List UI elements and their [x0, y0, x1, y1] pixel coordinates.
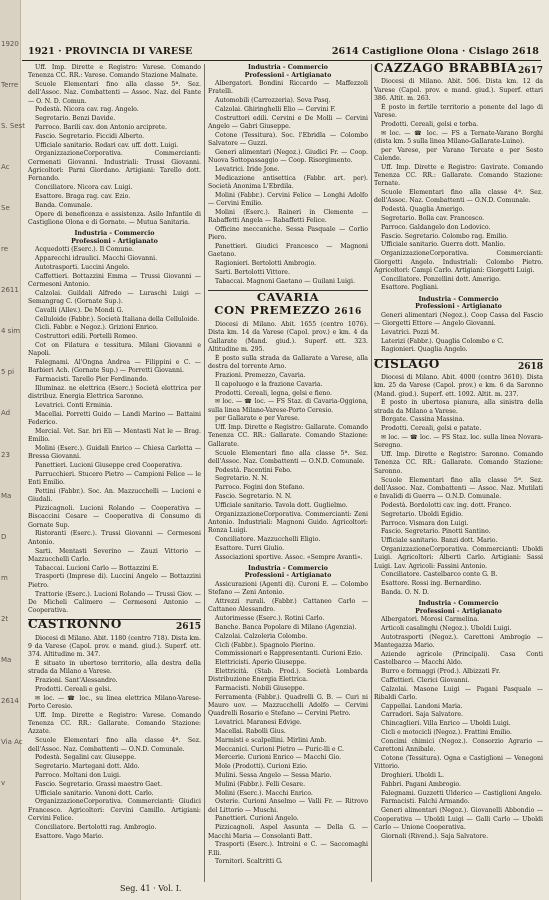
entry: Ferramenta (Fabbr.). Quadrelli G. B. — Curi ni Mauro uov. — Mazzucchelli Adolfo — Cervini Quadrelli Rosario e Stefano — Cervini Pietro.	[208, 693, 368, 718]
entry: Banche. Banca Popolare di Milano (Agenzia).	[215, 623, 357, 631]
entry: Calzolai. Ghiringhelli Elio — Cervini F.	[215, 105, 336, 113]
business-list	[28, 246, 201, 615]
entry: Opere di beneficenza e assistenza. Asilo Infantile di Castiglione Olona e di Gornate. — Mutua Sanitaria.	[28, 210, 201, 226]
entry: Uff. Imp. Dirette e Registro: Varese. Comando Tenenza CC. RR.: Gallarate. Comando Stazione: Azzate.	[28, 711, 201, 736]
entry: Pizzicagnoli. Lucioni Rolando — Cooperativa — Biscaccini Cesare — Cooperativa di Consumo di Gornate Sup.	[28, 505, 201, 529]
entry: Podestà. Segalini cav. Giuseppe.	[35, 754, 137, 762]
entry: Trasporti (Imprese di). Luccini Angelo — Bottazzini Pietro.	[28, 573, 201, 589]
entry: Parroco. Fogini don Stefano.	[215, 484, 305, 492]
edge-fragment: Via Ac	[1, 737, 23, 746]
entry: Panettieri. Curioni Angelo.	[215, 815, 299, 823]
entry: Borgate. Cassina Massina.	[381, 416, 465, 424]
entry: Sarti. Bertolotti Vittore.	[215, 269, 290, 277]
town-name: CISLAGO	[374, 356, 440, 371]
edge-fragment: D	[1, 532, 7, 541]
entry: Celluloide (Fabbr.). Società Italiana della Celluloide.	[35, 315, 200, 323]
edge-fragment: Ac	[1, 163, 10, 172]
entry: Diocesi di Milano. Abit. 506. Dista km. 12 da Varese (Capol. prov. e mand. giud.). Superf. ettari 386. Altit. m. 263.	[374, 78, 543, 102]
entry: Parroco. Moltani don Luigi.	[35, 771, 121, 779]
entry: Farmacisti. Tarello Pier Ferdinando.	[35, 376, 149, 384]
town-number: 2615	[175, 622, 201, 633]
entry: Autotrasporti (Negoz.). Carettoni Ambrogio — Mantegazza Mario.	[374, 633, 543, 650]
entry: È posto in fertile territorio a ponente del lago di Varese.	[374, 103, 543, 119]
town-number: 2616	[334, 307, 362, 318]
entry: Ragionieri. Bertolotti Ambrogio.	[215, 260, 317, 268]
town-heading-cavaria	[208, 290, 368, 319]
edge-fragment: m	[1, 573, 8, 582]
entry: Aziende agricole (Principali). Casa Conti Castelbarco — Macchi Aldo.	[374, 650, 543, 667]
entry: Panettieri. Giudici Francesco — Magnoni Gaetano.	[208, 243, 368, 259]
entry: Tabaccai. Magnoni Gaetano — Guilani Luigi.	[215, 277, 355, 285]
business-list	[374, 312, 543, 355]
entry: Fascio. Segretario. Colombo rag. Emilio.	[381, 232, 509, 240]
entry: Esattore. Vago Mario.	[35, 832, 104, 840]
entry: Mole (Prodotti). Curioni Ezio.	[215, 763, 308, 771]
entry: È posto sulla strada da Gallarate a Varese, alla destra del torrente Arno.	[208, 354, 368, 371]
entry: Diocesi di Milano. Abit. 4000 (centro 3610). Dista km. 25 da Varese (Capol. prov.) e km. 6 da Saronno (Mand. giud.). Superf. ett. 1092. Altit. m. 237.	[374, 374, 543, 398]
edge-fragment: 2611	[1, 286, 19, 295]
edge-fragment: 4 sim	[1, 327, 21, 336]
entry: Levatrici. Iride Jone.	[215, 165, 280, 173]
entry: Cot on Filatura e tessitura. Milani Giovanni e Napoli.	[28, 341, 201, 358]
entry: Articoli casalinghi (Negoz.). Uboldi Luigi.	[381, 625, 512, 633]
entry: Generi alimentari (Negoz.). Giovanelli Abbondio — Cooperativa — Uboldi Luigi — Galli Carlo — Uboldi Carlo — Unione Cooperativa.	[374, 807, 543, 831]
entry: Parroco. Vismara don Luigi.	[381, 519, 469, 527]
entry: Scuole Elementari fino alla classe 4ª. Sez. dell'Assoc. Naz. Combattenti — O.N.D. Comunale.	[374, 189, 543, 205]
entry: Carradori. Saja Salvatore.	[381, 711, 463, 719]
edge-fragment: 2t	[1, 614, 9, 623]
town-name: CAZZAGO BRABBIA	[374, 61, 517, 75]
entry: Farmacisti. Nobili Giuseppe.	[215, 685, 305, 692]
entry: Ristoranti (Eserc.). Trussi Giovanni — Cermesoni Antonio.	[28, 530, 201, 546]
entry: Sarti. Mentasti Severino — Zauzi Vittorio — Mazzucchelli Carlo.	[28, 547, 201, 563]
section-heading: Industria - Commercio Professioni - Artigianato	[71, 230, 158, 245]
edge-fragment: v	[1, 778, 6, 787]
entry: Farmacisti. Falchi Armando.	[381, 798, 470, 806]
entry: Trasporti (Eserc.). Introini e C. — Saccomaghi F.lli.	[208, 841, 368, 857]
entry: OrganizzazioneCorporativa. Commercianti: Cermenati Giovanni. Industriali: Trussi Giovanni. Agricoltori: Parni Giordano. Artigiani: Tarello dott. Fernando.	[28, 150, 201, 183]
entry: Molini (Fabbr.). Cervini Felice — Longhi Adolfo — Cervini Emilio.	[208, 191, 368, 208]
entry: Concimi chimici (Negoz.). Consorzio Agrario — Carettoni Annibale.	[374, 737, 543, 754]
column-1	[28, 64, 201, 874]
entry: ✉ loc. — ☎ loc. — FS Staz. loc. sulla linea Novara-Seregno.	[374, 434, 543, 450]
business-list	[208, 80, 368, 286]
entry: Apparecchi idraulici. Macchi Giovanni.	[35, 254, 158, 262]
entry: Podestà. Nicora cav. rag. Angelo.	[35, 106, 139, 114]
entry: Falegnami. Guzzetti Ulderico — Castiglioni Angelo.	[381, 789, 542, 797]
edge-fragment: 23	[1, 450, 10, 459]
entry: Mercerie. Curioni Enrico — Macchi Gio.	[215, 754, 342, 762]
entry: Elettricisti. Aperio Giuseppe.	[215, 659, 307, 667]
entry: Banda. Comunale.	[35, 201, 93, 209]
entry: Pettini (Fabbr.). Soc. An. Mazzucchelli — Lucioni e Giudali.	[28, 487, 201, 504]
entry: Fascio. Segretario. Pinotti Santino.	[381, 528, 491, 536]
entry: Albergatori. Morosi Carmelina.	[381, 616, 480, 624]
town-description	[208, 321, 368, 562]
entry: Acquedotti (Eserc.). Il Comune.	[35, 246, 134, 254]
entry: Segretario. N. N.	[215, 475, 269, 483]
section-heading: Industria - Commercio Professioni - Artigianato	[415, 295, 502, 311]
entry: Uff. Imp. Dirette e Registro: Saronno. Comando Tenenza CC. RR.: Gallarate. Comando Stazione: Saronno.	[374, 451, 543, 475]
entry: Segretario. Bolla cav. Francesco.	[381, 215, 485, 223]
entry: Parroco. Galdangelo don Lodovico.	[381, 223, 491, 231]
entry: Banda. O. N. D.	[381, 588, 430, 596]
entry: Illuminaz. ne elettrica (Eserc.) Società elettrica per distribuz. Energia Elettrica Saronno.	[28, 384, 201, 401]
column-divider	[371, 64, 372, 882]
town-name: CASTRONNO	[28, 617, 122, 632]
entry: Esattore. Turri Giulio.	[215, 544, 285, 552]
entry: Esattore. Rossi ing. Bernardino.	[381, 580, 482, 588]
entry: ✉ loc. — ☎ loc. — FS Staz. di Cavaria-Oggiona, sulla linea Milano-Varese-Porto Ceresio.	[208, 398, 368, 414]
edge-fragment: 5 pi	[1, 368, 15, 377]
entry: Segretario. Martegani dott. Aldo.	[35, 763, 140, 771]
section-heading: Industria - Commercio Professioni - Artigianato	[244, 64, 332, 79]
town-name-2: CON PREMEZZO	[214, 303, 331, 318]
entry: per Gallarate e per Varese.	[215, 415, 300, 423]
entry: Caffettieri. Bottazzini Emma — Trussi Giovanni — Cermesoni Antonio.	[28, 272, 201, 288]
entry: Autotrasporti. Luccini Angelo.	[35, 263, 130, 271]
page-footer: Seg. 41 · Vol. I.	[120, 884, 182, 893]
entry: Fascio. Segretario. Ficcidi Alberto.	[35, 132, 145, 140]
entry: Diocesi di Milano. Abit. 1180 (centro 718). Dista km. 9 da Varese (Capol. prov. e mand. giud.). Superf. ett. 374. Altitudine m. 347.	[28, 634, 201, 659]
entry: Chincaglieri. Villa Enrico — Uboldi Luigi.	[381, 720, 511, 728]
entry: Calzolai. Masone Luigi — Pagani Pasquale — Ribaldi Carlo.	[374, 685, 543, 701]
entry: Ufficiale sanitario. Rodari cav. uff. dott. Luigi.	[35, 141, 179, 149]
entry: OrganizzazioneCorporativa. Commercianti: Uboldi Luigi. Agricoltori: Alberti Carlo. Artigiani: Sassi Luigi. Lav. Agricoli: Fassini Antonio.	[374, 545, 543, 570]
entry: Tabaccai. Lucioni Carlo — Bottazzini E.	[35, 564, 159, 572]
entry: Mulini. Sessa Angelo — Sessa Mario.	[215, 771, 332, 779]
entry: OrganizzazioneCorporativa. Commercianti: Giudici Francesco. Agricoltori: Cervini Camillo. Artigiani: Cervini Felice.	[28, 798, 201, 822]
entry: Macellai. Rabolli Gius.	[215, 727, 286, 735]
entry: Elettricità. (Stab. Prod.). Società Lombarda Distribuzione Energia Elettrica.	[208, 667, 368, 684]
section-heading: Industria - Commercio Professioni - Artigianato	[415, 600, 502, 615]
entry: Pizzicagnoli. Aspel Assunta — Della G. — Macchi Maria — Consolanti Batt.	[208, 824, 368, 840]
entry: Cappellai. Landoni Maria.	[381, 702, 463, 710]
town-description	[374, 78, 543, 292]
entry: Meccanici. Curioni Pietro — Puric-lli e C.	[215, 745, 345, 753]
entry: Scuole Elementari fino alla classe 5ª. Sez. dell'Assoc. Naz. Combattenti — Assoc. Naz. del Fante — O. N. D. Comun.	[28, 81, 201, 105]
edge-fragment: Ma	[1, 655, 12, 664]
edge-fragment: re	[1, 245, 9, 254]
business-list	[374, 616, 543, 841]
entry: Osterie. Curioni Anselmo — Valli Fr. — Ritrovo del Littorio — Muschi.	[208, 798, 368, 814]
entry: Fascio. Segretario. Grassi maestro Gaet.	[35, 780, 163, 788]
entry: Mercial. Vet. Sar. bri Eli — Mentasti Nat le — Brag. Emilio.	[28, 427, 201, 444]
entry: Generi alimentari (Negoz.). Coop Cassa del Fascio — Giorgetti Ettore — Angelo Giovanni.	[374, 311, 543, 328]
entry: Cotone (Tessitura). Soc. l'Ebridla — Colombo Salvatore — Guzzi.	[208, 131, 368, 148]
town-heading-castronno	[28, 619, 201, 631]
entry: Cotone (Tessitura). Ogna e Castiglioni — Venegoni Vittorio.	[374, 754, 543, 771]
entry: Cavalli (Allev.). De Mondi G.	[35, 306, 124, 314]
entry: Levatrici. Conti Erminia.	[35, 401, 113, 409]
entry: Podestà. Pacentini Febo.	[215, 466, 292, 474]
entry: OrganizzazioneCorporativa. Commercianti: Zeni Antonio. Industriali: Magnoni Guido. Agricoltori: Ronza Luigi.	[208, 510, 368, 535]
entry: Cicli e motocicli (Negoz.). Frattini Emilio.	[381, 729, 512, 737]
column-3	[374, 61, 543, 874]
entry: Segretario. Uboldi Egidio.	[381, 510, 463, 518]
entry: Molini (Eserc.). Macchi Enrico.	[215, 789, 313, 797]
intro-block	[28, 64, 201, 227]
entry: Uff. Imp. Dirette e Registro: Varese. Comando Tenenza CC. RR.: Varese. Comando Stazione Malnate.	[28, 64, 201, 80]
edge-fragment: Se	[1, 204, 10, 213]
entry: ✉ loc. — ☎ loc. — FS a Ternate-Varano Borghi (dista km. 5 sulla linea Milano-Gallarate-Luino).	[374, 129, 543, 145]
entry: Scuole Elementari fino alla classe 5ª. Sez. dell'Assoc. Naz. Combattenti — O.N.D. Comunale.	[208, 449, 368, 465]
page-header	[22, 44, 541, 60]
entry: Diocesi di Milano. Abit. 1655 (centro 1076). Dista km. 14 da Varese (Capol. prov.) e km. 4 da Gallarate (Mand. giud.). Superf. ett. 323. Altitudine m. 295.	[208, 321, 368, 354]
entry: Podestà. Bordolotti cav. ing. dott. Franco.	[381, 501, 512, 509]
entry: Macellai. Porretti Guido — Landi Marino — Battaini Federico.	[28, 410, 201, 427]
entry: Segretario. Benzi Davide.	[35, 115, 116, 123]
entry: Molini (Eserc.). Raineri in Clemente — Rabaffetti Angela — Rabaffetti Felice.	[208, 208, 368, 225]
edge-fragment: S. Sest	[1, 122, 26, 131]
entry: Conciliatore. Ponzellini dott. Amerigo.	[381, 275, 501, 283]
entry: Prodotti. Cereali, gelsi e torba.	[381, 120, 479, 128]
entry: OrganizzazioneCorporativa. Commercianti: Giorgetti Angelo. Industriali: Colombo Pietro. Agricoltori: Campi Carlo. Artigiani: Giorgetti Luigi.	[374, 250, 543, 274]
entry: ✉ loc. — ☎ loc., su linea elettrica Milano-Varese-Porto Ceresio.	[28, 694, 201, 711]
entry: Droghieri. Uboldi L.	[381, 772, 444, 780]
entry: Prodotti. Cereali, gelsi e patate.	[381, 425, 482, 433]
entry: Autorimesse (Eserc.). Rotini Carlo.	[215, 615, 325, 623]
entry: Caffettieri. Clerici Giovanni.	[381, 676, 470, 684]
entry: Uff. Imp. Dirette e Registro: Gallarate. Comando Tenenza CC. RR.: Gallarate. Comando Stazione: Gallarate.	[208, 424, 368, 448]
entry: Conciliatore. Bertolotti rag. Ambrogio.	[35, 823, 157, 831]
entry: Falegnami. Al'Ongna Andrea — Filippini e C. — Barbieri Ach. (Gornate Sup.) — Porretti Giovanni.	[28, 359, 201, 375]
entry: Ufficiale sanitario. Banzi dott. Mario.	[381, 537, 498, 545]
entry: Parroco. Barili cav. don Antonio arciprete.	[35, 124, 167, 132]
entry: Fabbri. Pagani Ambrogio.	[381, 780, 462, 788]
entry: Esattore. Pogliani.	[381, 284, 439, 292]
entry: Calzolai. Guildali Alfredo — Luraschi Luigi — Semangrag C. (Gornate Sup.).	[28, 289, 201, 305]
town-heading-cazzago	[374, 61, 543, 76]
entry: Assicurazioni (Agenti di). Curoni E. — Colombo Stefano — Zeni Antonio.	[208, 580, 368, 597]
entry: Commissionari e Rappresentanti. Curioni Ezio.	[215, 650, 363, 658]
entry: Uff. Imp. Dirette e Registro: Gavirate. Comando Tenenza CC. RR.: Gallarate. Comando Stazione: Ternate.	[374, 163, 543, 188]
entry: Levatrici. Maranesi Edvige.	[215, 719, 302, 727]
entry: Cicli (Fabbr.). Spagnolo Pierino.	[215, 641, 316, 649]
section-heading: Industria - Commercio Professioni - Artigianato	[244, 564, 332, 580]
entry: Il capoluogo e la frazione Cavaria.	[215, 380, 323, 388]
business-list	[208, 581, 368, 867]
entry: Ufficiale sanitario. Tavola dott. Guglielmo.	[215, 501, 348, 509]
entry: Officine meccaniche. Sessa Pasquale — Corlio Piero.	[208, 226, 368, 242]
edge-fragment: Ma	[1, 491, 12, 500]
entry: Frazioni. Sant'Alessandro.	[35, 677, 118, 685]
entry: Ufficiale sanitario. Guerra dott. Manlio.	[381, 241, 506, 249]
edge-fragment: 1920	[1, 40, 19, 48]
entry: Frazioni. Premezzo, Cavaria.	[215, 371, 306, 379]
entry: È posto in ubertosa pianura, alla sinistra della strada da Milano a Varese.	[374, 399, 543, 415]
entry: È situato in ubertoso territorio, alla destra della strada da Milano a Varese.	[28, 660, 201, 676]
entry: Trattorie (Eserc.). Lucioni Rolando — Trussi Giov. — De Micheli Calimero — Cermesoni Antonio — Cooperativa.	[28, 590, 201, 615]
header-left: 1921 · PROVINCIA DI VARESE	[28, 46, 193, 57]
adjacent-page-edge	[0, 0, 26, 900]
entry: Associazioni sportive. Assoc. «Sempre Avanti».	[215, 553, 363, 561]
entry: Generi alimentari (Negoz.). Giudici Fr. — Coop. Nuova Sottopassaggio — Coop. Risorgimento.	[208, 148, 368, 165]
entry: per Varese, per Varano Tercate e per Sesto Calende.	[374, 146, 543, 162]
entry: Albergatori. Bondini Riccardo — Maffezzoli Fratelli.	[208, 80, 368, 96]
entry: Costruttori edili. Cervini e De Molli — Cervini Angelo — Gabri Giuseppe.	[208, 114, 368, 130]
entry: Prodotti. Cereali, legna, gelsi e fieno.	[215, 389, 332, 397]
column-divider	[204, 64, 205, 882]
entry: Conciliatore. Mazzucchelli Eligio.	[215, 536, 321, 544]
entry: Costruttori edili. Portelli Romeo.	[35, 333, 138, 341]
entry: Scuole Elementari fino alla classe 4ª. Sez. dell'Assoc. Naz. Combattenti — O.N.D. Comunale.	[28, 737, 201, 753]
entry: Conciliatore. Nicora cav. Luigi.	[35, 184, 133, 192]
entry: Mulini (Fabbr.). Felli Cesare.	[215, 780, 306, 788]
entry: Molini (Eserc.). Guidali Enrico — Chiesa Carletta — Bressa Giovanni.	[28, 444, 201, 461]
entry: Fascio. Segretario. N. N.	[215, 493, 292, 501]
entry: Parrucchieri. Stucero Pietro — Campioni Felice — le Enti Emilio.	[28, 470, 201, 487]
entry: Conciliatore. Castelbarco conte G. B.	[381, 571, 498, 579]
entry: Scuole Elementari fino alla classe 5ª. Sez. dell'Assoc. Naz. Combattenti — Assoc. Naz. Mutilati e Invalidi di Guerra — O.N.D. Comunale.	[374, 476, 543, 501]
entry: Cicli. Fabbr. e Negoz.). Grizioni Enrico.	[35, 324, 158, 332]
town-description	[28, 635, 201, 841]
town-number: 2617	[517, 66, 543, 76]
column-2	[208, 64, 368, 874]
entry: Podestà. Quaglia Amerigo.	[381, 206, 465, 214]
entry: Ufficiale sanitario. Vanoni dott. Carlo.	[35, 789, 154, 797]
entry: Calzolai. Calzoleria Colombo.	[215, 632, 308, 640]
entry: Automobili (Carrozzeria). Seva Pasq.	[215, 97, 331, 105]
header-right: 2614 Castiglione Olona · Cislago 2618	[331, 46, 539, 57]
town-description	[374, 374, 543, 597]
edge-fragment: Terre	[1, 81, 19, 90]
entry: Ragionieri. Quaglia Angelo.	[381, 346, 468, 354]
town-heading-cislago	[374, 356, 543, 372]
entry: Laterizi (Fabbr.). Quaglia Colombo e C.	[381, 337, 504, 345]
entry: Giornali (Rivend.). Saja Salvatore.	[381, 832, 489, 840]
entry: Tornitori. Scaltritti G.	[215, 858, 283, 866]
edge-fragment: 2614	[1, 696, 19, 705]
town-name: CAVARIA	[256, 290, 320, 305]
town-number: 2618	[517, 361, 543, 372]
entry: Medicazione antisettica (Fabbr. art. per). Società Anonima L'Ebrdila.	[208, 174, 368, 191]
edge-fragment: Ad	[1, 409, 11, 418]
entry: Attrezzi rurali. (Fabbr.) Cattaneo Carlo — Cattaneo Alessandro.	[208, 598, 368, 614]
entry: Levatrici. Pozzi M.	[381, 328, 440, 336]
entry: Esattore. Braga rag. cav. Ezio.	[35, 192, 131, 200]
entry: Marmisti e scalpellini. Mirlini Amb.	[215, 736, 327, 744]
entry: Prodotti. Cereali e gelsi.	[35, 685, 112, 693]
entry: Panettieri. Lucioni Giuseppe cred Cooperativa.	[35, 462, 183, 470]
entry: Burro e formaggi (Prod.). Albizzati Fr.	[381, 668, 501, 675]
